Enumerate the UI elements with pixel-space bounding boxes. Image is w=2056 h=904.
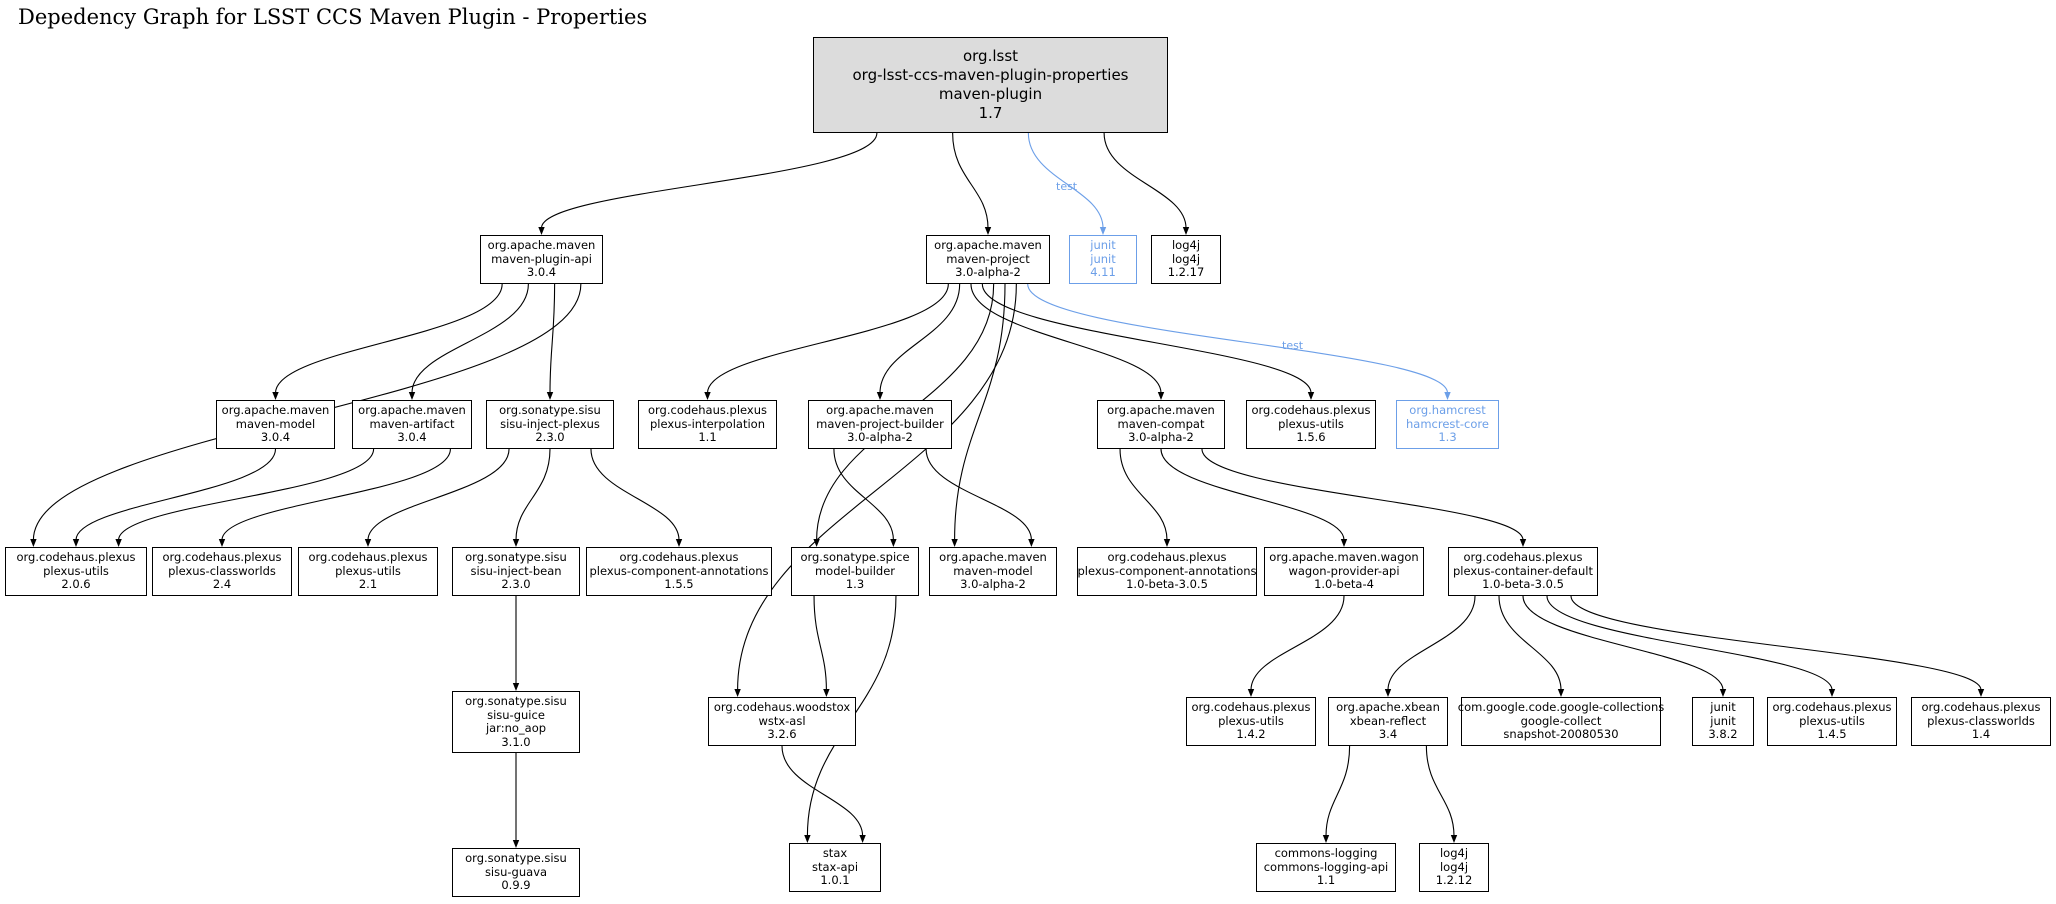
node-line: 1.0-beta-3.0.5 [1482, 577, 1564, 592]
node-line: 3.0-alpha-2 [847, 430, 913, 445]
node-line: 1.2.17 [1167, 265, 1205, 280]
graph-node-maven-compat [1097, 400, 1225, 449]
graph-edge [814, 596, 826, 690]
graph-edge-arrow [734, 689, 740, 697]
node-line: org.sonatype.sisu [465, 851, 567, 866]
graph-node-plexus-utils-21 [298, 547, 438, 596]
node-line: junit [1710, 713, 1736, 728]
graph-node-stax-api [789, 843, 881, 892]
node-line: plexus-classworlds [168, 563, 276, 578]
node-line: 2.3.0 [535, 430, 565, 445]
graph-edge [926, 449, 1031, 540]
graph-node-hamcrest-core [1396, 400, 1499, 449]
node-line: 1.3 [1438, 430, 1457, 445]
graph-node-maven-model-304 [216, 400, 335, 449]
graph-edge [1202, 449, 1523, 540]
node-line: org.sonatype.sisu [465, 550, 567, 565]
node-line: org.apache.maven [934, 238, 1042, 253]
graph-edge [1571, 596, 1981, 690]
node-line: plexus-utils [1799, 713, 1865, 728]
graph-edge [982, 284, 1311, 393]
graph-node-maven-artifact-304 [352, 400, 472, 449]
graph-edge-arrow [219, 539, 225, 547]
graph-edge [119, 449, 374, 540]
node-line: org.apache.maven [826, 403, 934, 418]
graph-node-plexus-utils-142 [1186, 697, 1316, 746]
node-line: stax [822, 846, 848, 861]
node-line: junit [1090, 238, 1116, 253]
node-line: org.apache.maven.wagon [1269, 550, 1419, 565]
node-line: org.apache.maven [358, 403, 466, 418]
graph-node-commons-logging-api [1256, 843, 1396, 892]
node-line: org.codehaus.plexus [16, 550, 136, 565]
graph-node-plexus-classworlds-24 [152, 547, 292, 596]
graph-edge-arrow [1520, 539, 1526, 547]
node-line: plexus-utils [1218, 713, 1284, 728]
node-line: 1.4.5 [1817, 727, 1847, 742]
node-line: sisu-guice [487, 707, 545, 722]
node-line: plexus-utils [1278, 416, 1344, 431]
node-line: plexus-utils [43, 563, 109, 578]
graph-node-plexus-utils-145 [1767, 697, 1897, 746]
graph-node-sisu-guice [452, 691, 580, 753]
graph-edge [222, 449, 450, 540]
node-line: maven-plugin [938, 85, 1043, 103]
node-line: log4j [1171, 251, 1201, 266]
node-line: org.codehaus.plexus [162, 550, 282, 565]
node-line: org.apache.xbean [1336, 700, 1440, 715]
graph-edge-arrow [513, 840, 519, 848]
node-line: 2.4 [212, 577, 232, 592]
node-line: org.codehaus.plexus [308, 550, 428, 565]
graph-edge-arrow [1158, 392, 1164, 400]
graph-edge [834, 449, 893, 540]
graph-node-plexus-component-annotations-155 [586, 547, 772, 596]
node-line: sisu-inject-bean [470, 563, 562, 578]
graph-node-sisu-inject-plexus [486, 400, 614, 449]
node-line: maven-artifact [369, 416, 455, 431]
graph-edge-arrow [1341, 539, 1347, 547]
node-line: org.codehaus.plexus [1191, 700, 1311, 715]
graph-node-plexus-utils-156 [1246, 400, 1376, 449]
node-line: jar:no_aop [485, 721, 547, 735]
node-line: junit [1710, 700, 1736, 715]
node-line: plexus-interpolation [649, 416, 765, 431]
graph-edge [276, 284, 503, 393]
graph-edge-arrow [676, 539, 682, 547]
graph-edge [542, 133, 877, 228]
graph-node-sisu-guava [452, 848, 580, 897]
graph-edge-arrow [804, 835, 810, 843]
graph-edge-arrow [1451, 835, 1457, 843]
graph-edge [1104, 133, 1186, 228]
node-line: commons-logging [1274, 846, 1378, 861]
node-line: 3.1.0 [501, 734, 531, 749]
node-line: 1.5.6 [1296, 430, 1326, 445]
graph-edge-arrow [1028, 539, 1034, 547]
node-line: log4j [1439, 846, 1469, 861]
graph-edge-arrow [115, 539, 121, 547]
graph-edge-arrow [365, 539, 371, 547]
node-line: log4j [1171, 238, 1201, 253]
node-line: org.codehaus.plexus [1107, 550, 1227, 565]
node-line: org.lsst [962, 47, 1019, 65]
node-line: 1.4.2 [1236, 727, 1266, 742]
node-line: org.sonatype.sisu [499, 403, 601, 418]
graph-edge [1028, 284, 1448, 393]
node-line: 2.0.6 [61, 577, 91, 592]
graph-edge [1547, 596, 1832, 690]
edge-label-test: test [1056, 180, 1078, 193]
node-line: stax-api [811, 859, 859, 874]
node-line: 1.0-beta-4 [1314, 577, 1374, 592]
graph-edge-arrow [823, 689, 829, 697]
node-line: 0.9.9 [501, 878, 531, 893]
node-line: org.codehaus.plexus [1921, 700, 2041, 715]
graph-node-plexus-interpolation [638, 400, 777, 449]
graph-edge-arrow [1183, 227, 1189, 235]
graph-node-plexus-utils-206 [5, 547, 147, 596]
graph-node-plexus-classworlds-14 [1911, 697, 2051, 746]
graph-node-log4j-1217 [1151, 235, 1221, 284]
node-line: org.codehaus.plexus [619, 550, 739, 565]
node-line: wstx-asl [758, 713, 806, 728]
graph-edge-arrow [30, 539, 36, 547]
graph-node-junit-382 [1692, 697, 1754, 746]
graph-edge [1120, 449, 1167, 540]
graph-node-log4j-1212 [1419, 843, 1489, 892]
graph-edge-arrow [1385, 689, 1391, 697]
graph-edge [368, 449, 509, 540]
node-line: org.codehaus.woodstox [713, 700, 851, 715]
graph-node-plexus-container-default [1448, 547, 1598, 596]
node-line: 3.0-alpha-2 [955, 265, 1021, 280]
node-line: plexus-component-annotations [1077, 563, 1257, 578]
node-line: xbean-reflect [1349, 713, 1427, 728]
node-line: org.apache.maven [221, 403, 330, 418]
node-line: 1.3 [845, 577, 865, 592]
node-line: 3.0.4 [526, 265, 557, 280]
graph-node-junit-411 [1069, 235, 1137, 284]
node-line: hamcrest-core [1406, 416, 1489, 431]
node-line: maven-model [953, 563, 1033, 578]
graph-node-maven-plugin-api [480, 235, 603, 284]
node-line: org.codehaus.plexus [1251, 403, 1371, 418]
node-line: 2.1 [358, 577, 378, 592]
graph-node-xbean-reflect [1328, 697, 1448, 746]
node-line: 3.0-alpha-2 [960, 577, 1026, 592]
graph-edge [782, 746, 863, 836]
graph-edge [1251, 596, 1344, 690]
node-line: maven-project-builder [816, 416, 944, 431]
graph-node-maven-model-30a2 [929, 547, 1057, 596]
node-line: wagon-provider-api [1288, 563, 1400, 578]
node-line: google-collect [1520, 713, 1602, 728]
graph-edge-arrow [1978, 689, 1984, 697]
node-line: log4j [1439, 859, 1469, 874]
graph-edge-arrow [1323, 835, 1329, 843]
node-line: 2.3.0 [501, 577, 531, 592]
graph-edge [591, 449, 679, 540]
graph-node-root [813, 37, 1168, 133]
node-line: org.codehaus.plexus [1772, 700, 1892, 715]
node-line: 3.0.4 [260, 430, 291, 445]
node-line: plexus-component-annotations [589, 563, 769, 578]
node-line: plexus-utils [335, 563, 401, 578]
node-line: com.google.code.google-collections [1457, 700, 1665, 715]
node-line: 3.0.4 [397, 430, 427, 445]
graph-edge-arrow [513, 539, 519, 547]
node-line: snapshot-20080530 [1503, 727, 1619, 742]
node-line: org.sonatype.sisu [465, 694, 567, 708]
node-line: junit [1090, 251, 1116, 266]
graph-node-sisu-inject-bean [452, 547, 580, 596]
graph-edge-arrow [1720, 689, 1726, 697]
node-line: 3.2.6 [767, 727, 797, 742]
graph-edge-arrow [547, 392, 553, 400]
graph-edge-arrow [1100, 227, 1106, 235]
node-line: maven-project [946, 251, 1030, 266]
node-line: maven-compat [1117, 416, 1205, 431]
graph-edge [955, 284, 1005, 540]
graph-edge [1326, 746, 1350, 836]
node-line: org.sonatype.spice [800, 550, 910, 565]
node-line: 1.4 [1971, 727, 1991, 742]
node-line: 3.4 [1378, 727, 1398, 742]
node-line: 1.0.1 [820, 873, 850, 888]
graph-edge-arrow [513, 683, 519, 691]
node-line: org.apache.maven [487, 238, 596, 253]
node-line: 1.7 [978, 104, 1003, 122]
graph-edge [880, 284, 960, 393]
node-line: org-lsst-ccs-maven-plugin-properties [852, 66, 1129, 84]
graph-edge-arrow [73, 539, 79, 547]
graph-edge [1523, 596, 1723, 690]
graph-node-google-collect [1457, 697, 1665, 746]
graph-edge-arrow [890, 539, 896, 547]
graph-edge-arrow [1558, 689, 1564, 697]
node-line: 4.11 [1090, 265, 1116, 280]
node-line: plexus-container-default [1453, 563, 1593, 578]
node-line: org.apache.maven [1107, 403, 1215, 418]
graph-edge-arrow [272, 392, 278, 400]
graph-node-wstx-asl [708, 697, 856, 746]
graph-edge [516, 449, 550, 540]
graph-edge [708, 284, 949, 393]
node-line: model-builder [814, 563, 896, 578]
graph-edge [953, 133, 988, 228]
graph-edge-arrow [877, 392, 883, 400]
graph-node-model-builder [791, 547, 919, 596]
graph-node-wagon-provider-api [1264, 547, 1424, 596]
node-line: 1.1 [1316, 873, 1336, 888]
graph-edge [1426, 746, 1454, 836]
graph-edge-arrow [985, 227, 991, 235]
graph-edge-arrow [1444, 392, 1450, 400]
graph-edge [76, 449, 276, 540]
node-line: maven-plugin-api [491, 251, 592, 266]
graph-node-maven-project-builder [808, 400, 952, 449]
node-line: commons-logging-api [1263, 859, 1389, 874]
node-line: 1.5.5 [664, 577, 694, 592]
graph-node-maven-project [926, 235, 1050, 284]
node-line: sisu-guava [484, 864, 548, 879]
node-line: org.hamcrest [1409, 403, 1486, 418]
graph-edge-arrow [1308, 392, 1314, 400]
node-line: 1.2.12 [1435, 873, 1473, 888]
graph-edge [1161, 449, 1344, 540]
node-line: 1.1 [698, 430, 717, 445]
graph-edge-arrow [409, 392, 415, 400]
node-line: sisu-inject-plexus [500, 416, 600, 431]
graph-edge [550, 284, 555, 393]
node-line: 3.0-alpha-2 [1128, 430, 1194, 445]
graph-edge [1388, 596, 1475, 690]
node-line: org.apache.maven [939, 550, 1047, 565]
node-line: org.codehaus.plexus [1463, 550, 1583, 565]
graph-edge [738, 284, 1017, 690]
node-line: org.codehaus.plexus [648, 403, 767, 418]
node-line: 1.0-beta-3.0.5 [1126, 577, 1208, 592]
node-line: plexus-classworlds [1927, 713, 2035, 728]
node-line: maven-model [235, 416, 316, 431]
graph-edge-arrow [1829, 689, 1835, 697]
page-title: Depedency Graph for LSST CCS Maven Plugin - Properties [18, 5, 648, 29]
graph-edge-arrow [1164, 539, 1170, 547]
graph-edge [412, 284, 528, 393]
graph-edge-arrow [538, 227, 544, 235]
graph-edge-arrow [859, 835, 865, 843]
node-line: 3.8.2 [1708, 727, 1738, 742]
edge-label-test: test [1282, 339, 1304, 352]
graph-edge-arrow [1248, 689, 1254, 697]
graph-edge-arrow [704, 392, 710, 400]
graph-edge-arrow [951, 539, 957, 547]
graph-node-plexus-component-annotations-10b305 [1077, 547, 1257, 596]
